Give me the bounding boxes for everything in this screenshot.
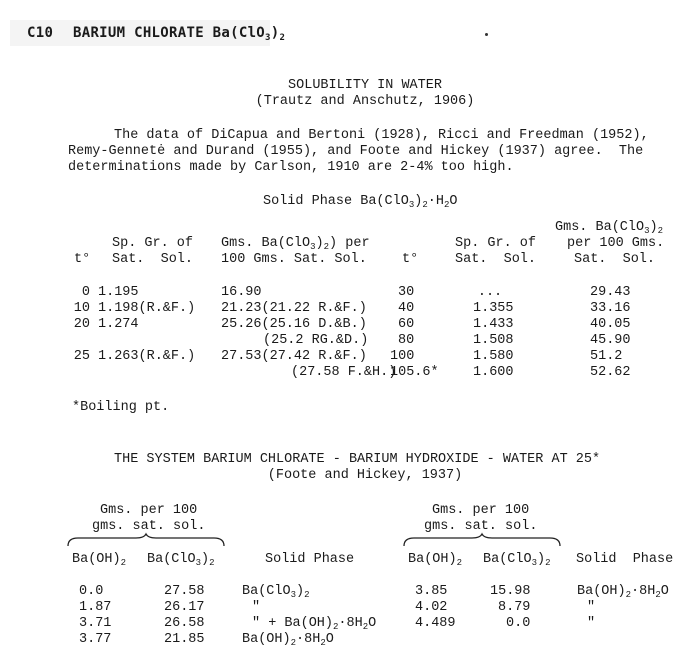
system-cell-baoh-right: 3.85 xyxy=(415,584,448,599)
system-cell-baoh: 1.87 xyxy=(79,600,112,615)
table-cell-gms: (25.2 RG.&D.) xyxy=(263,333,369,348)
system-cell-baclo-right: 8.79 xyxy=(498,600,531,615)
col-header-gms-right-line3: Sat. Sol. xyxy=(574,252,656,267)
group-header-line1: Gms. per 100 xyxy=(100,503,198,518)
table-cell-sp-right: 1.600 xyxy=(473,365,514,380)
system-title: THE SYSTEM BARIUM CHLORATE - BARIUM HYDROXIDE - WATER AT 25* xyxy=(114,452,601,467)
table-cell-t-right: 100 xyxy=(390,349,415,364)
system-cell-baclo: 26.58 xyxy=(164,616,205,631)
system-reference: (Foote and Hickey, 1937) xyxy=(267,468,463,483)
system-cell-baoh: 3.77 xyxy=(79,632,112,647)
table-cell-sp: 1.263(R.&F.) xyxy=(98,349,196,364)
system-cell-phase-right: " xyxy=(587,616,596,631)
col-header-gms-line2: 100 Gms. Sat. Sol. xyxy=(221,252,367,267)
table-cell-gms: (27.58 F.&H.) xyxy=(291,365,397,380)
system-cell-phase: " xyxy=(252,600,261,615)
brace-left xyxy=(66,534,226,548)
table-cell-gms-right: 45.90 xyxy=(590,333,631,348)
system-cell-baclo: 21.85 xyxy=(164,632,205,647)
table-cell-gms-right: 52.62 xyxy=(590,365,631,380)
page-heading: BARIUM CHLORATE $Ba(ClO_3)_2$ xyxy=(73,25,286,43)
table-cell-sp: 1.195 xyxy=(98,285,139,300)
paragraph-line: determinations made by Carlson, 1910 are 2-4% too high. xyxy=(68,160,514,175)
group-header-line2-right: gms. sat. sol. xyxy=(424,519,538,534)
col-header-t-right: t° xyxy=(402,252,419,267)
system-cell-baoh-right: 4.02 xyxy=(415,600,448,615)
footnote: *Boiling pt. xyxy=(72,400,170,415)
table-cell-sp-right: 1.433 xyxy=(473,317,514,332)
col-header-sp-line1: Sp. Gr. of xyxy=(112,236,194,251)
table-cell-gms-right: 29.43 xyxy=(590,285,631,300)
group-header-line2: gms. sat. sol. xyxy=(92,519,206,534)
col-header-sp-line2: Sat. Sol. xyxy=(112,252,194,267)
paragraph-line: The data of DiCapua and Bertoni (1928), Ricci and Freedman (1952), xyxy=(114,128,649,143)
table-cell-gms: 27.53(27.42 R.&F.) xyxy=(221,349,367,364)
system-cell-phase: $Ba(ClO_3)_2$ xyxy=(242,584,310,600)
table-cell-sp: 1.198(R.&F.) xyxy=(98,301,196,316)
table-cell-t-right: 40 xyxy=(398,301,415,316)
paragraph-line: Remy-Gennetė and Durand (1955), and Foote and Hickey (1937) agree. The xyxy=(68,144,644,159)
table-cell-gms-right: 51.2 xyxy=(590,349,623,364)
table-cell-gms-right: 40.05 xyxy=(590,317,631,332)
system-cell-baclo: 26.17 xyxy=(164,600,205,615)
col-header-t: t° xyxy=(74,252,91,267)
table-cell-gms: 21.23(21.22 R.&F.) xyxy=(221,301,367,316)
solubility-reference: (Trautz and Anschutz, 1906) xyxy=(255,94,475,109)
system-cell-phase: $Ba(OH)_2\cdot 8H_2O$ xyxy=(242,632,334,648)
table-cell-t-right: 60 xyxy=(398,317,415,332)
table-cell-t: 10 xyxy=(73,301,90,316)
col-header-baclo: $Ba(ClO_3)_2$ xyxy=(147,552,215,568)
table-cell-sp-right: 1.355 xyxy=(473,301,514,316)
table-cell-t: 0 xyxy=(81,285,90,300)
brace-right xyxy=(402,534,562,548)
group-header-line1-right: Gms. per 100 xyxy=(432,503,530,518)
system-cell-baoh: 3.71 xyxy=(79,616,112,631)
system-cell-baclo-right: 15.98 xyxy=(490,584,531,599)
system-cell-phase: " + $Ba(OH)_2\cdot 8H_2O$ xyxy=(252,616,377,632)
col-header-baoh-right: $Ba(OH)_2$ xyxy=(408,552,463,568)
table-cell-t-right: 30 xyxy=(398,285,415,300)
table-cell-gms: 25.26(25.16 D.&B.) xyxy=(221,317,367,332)
table-cell-t: 25 xyxy=(73,349,90,364)
table-cell-t-right: 105.6* xyxy=(390,365,439,380)
table-cell-sp-right: ... xyxy=(477,285,503,300)
system-cell-baoh-right: 4.489 xyxy=(415,616,456,631)
col-header-gms-right-line1: Gms. $Ba(ClO_3)_2$ xyxy=(555,220,664,236)
table-cell-sp: 1.274 xyxy=(98,317,139,332)
col-header-baclo-right: $Ba(ClO_3)_2$ xyxy=(483,552,551,568)
table-cell-sp-right: 1.508 xyxy=(473,333,514,348)
table-cell-gms-right: 33.16 xyxy=(590,301,631,316)
system-cell-baclo: 27.58 xyxy=(164,584,205,599)
col-header-gms-right-line2: per 100 Gms. xyxy=(567,236,665,251)
col-header-sp-right-line1: Sp. Gr. of xyxy=(455,236,537,251)
table-cell-sp-right: 1.580 xyxy=(473,349,514,364)
col-header-sp-right-line2: Sat. Sol. xyxy=(455,252,537,267)
system-cell-baoh: 0.0 xyxy=(79,584,104,599)
table-cell-t: 20 xyxy=(73,317,90,332)
table-cell-gms: 16.90 xyxy=(221,285,262,300)
solubility-title: SOLUBILITY IN WATER xyxy=(288,78,442,93)
col-header-solid-phase-right: Solid Phase xyxy=(576,552,674,567)
system-cell-phase-right: " xyxy=(587,600,596,615)
table-cell-t-right: 80 xyxy=(398,333,415,348)
solid-phase-caption: Solid Phase $Ba(ClO_3)_2\cdot H_2O$ xyxy=(263,194,458,210)
page-code: C10 xyxy=(27,25,54,41)
col-header-gms-line1: Gms. $Ba(ClO_3)_2$) per xyxy=(221,236,370,252)
ink-dot xyxy=(485,33,488,36)
col-header-baoh: $Ba(OH)_2$ xyxy=(72,552,127,568)
system-cell-baclo-right: 0.0 xyxy=(506,616,531,631)
system-cell-phase-right: $Ba(OH)_2\cdot 8H_2O$ xyxy=(577,584,669,600)
col-header-solid-phase: Solid Phase xyxy=(265,552,355,567)
